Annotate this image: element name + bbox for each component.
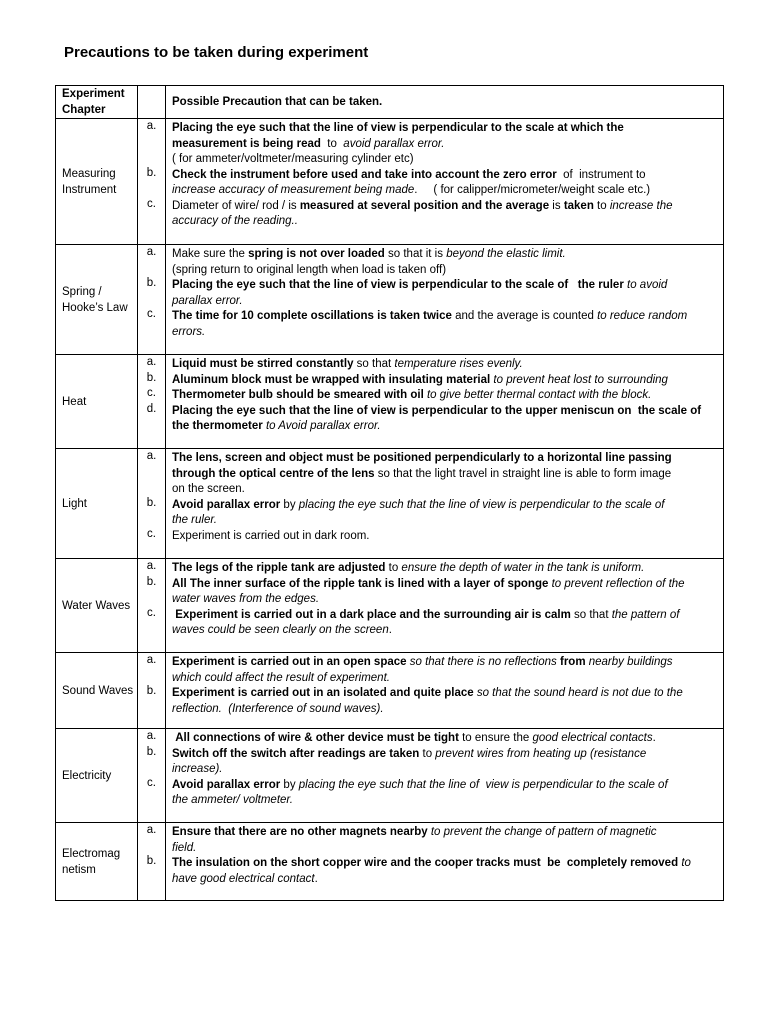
item-letter: a.	[146, 824, 157, 836]
table-row	[56, 729, 724, 823]
precaution-line	[172, 529, 717, 545]
bold-text: Placing the eye such that the line of view is perpendicular to the scale at which the	[172, 122, 624, 134]
plain-text: .	[652, 732, 656, 744]
precaution-line	[172, 623, 717, 639]
item-letter	[138, 135, 165, 151]
precaution-line	[172, 655, 717, 671]
bold-text: Switch off the switch after readings are taken	[172, 747, 420, 760]
item-letter: c.	[147, 197, 156, 210]
italic-text: increase the	[609, 199, 673, 212]
italic-text: to give better thermal contact with the block.	[426, 389, 652, 401]
precaution-cell	[166, 355, 724, 449]
item-letter: a.	[146, 654, 157, 666]
bold-text: measured at several position and the average	[299, 199, 550, 212]
precaution-cell	[166, 729, 724, 823]
precaution-line	[172, 671, 717, 687]
precaution-line	[172, 325, 717, 341]
item-letter: a.	[146, 450, 157, 462]
precaution-line	[172, 856, 717, 872]
precaution-line	[172, 183, 717, 199]
item-letter: a.	[146, 120, 157, 132]
italic-text: the ruler.	[172, 514, 217, 526]
chapter-cell: Heat	[56, 355, 138, 449]
item-letter-cell	[138, 355, 166, 449]
italic-text: so that there is no reflections	[409, 656, 557, 668]
chapter-cell: Electromag netism	[56, 823, 138, 901]
precaution-cell	[166, 559, 724, 653]
precaution-line	[172, 747, 717, 763]
header-precaution: Possible Precaution that can be taken.	[166, 86, 724, 119]
plain-text: on the screen.	[172, 483, 245, 495]
plain-text: to	[593, 199, 610, 212]
precaution-line	[172, 577, 717, 593]
plain-text: to ensure the	[458, 732, 533, 744]
italic-text: field.	[172, 841, 197, 854]
item-letter: c.	[147, 606, 156, 619]
item-letter	[138, 760, 165, 776]
item-letter: c.	[147, 387, 156, 399]
bold-text: taken	[563, 199, 594, 212]
italic-text: ensure the depth of water in the tank is uniform.	[401, 562, 645, 574]
item-letter	[138, 791, 165, 807]
item-letter: b.	[146, 855, 157, 867]
italic-text: parallax error.	[172, 294, 243, 307]
italic-text: the ammeter/ voltmeter.	[172, 794, 294, 806]
item-letter: a.	[146, 560, 157, 572]
bold-text: Experiment is carried out in a dark place and the surrounding air is calm	[175, 608, 571, 621]
chapter-cell: Measuring Instrument	[56, 119, 138, 245]
table-row	[56, 355, 724, 449]
bold-text: The time for 10 complete oscillations is taken twice	[172, 310, 452, 322]
item-letter-cell	[138, 245, 166, 355]
precaution-line	[172, 294, 717, 310]
italic-text: to avoid	[627, 279, 668, 291]
precaution-line	[172, 137, 717, 153]
item-letter	[138, 212, 165, 228]
bold-text: from	[559, 656, 586, 668]
item-letter	[138, 480, 165, 496]
italic-text: which could affect the result of experiment.	[172, 671, 390, 684]
precaution-line	[172, 388, 717, 404]
item-letter: b.	[146, 496, 157, 509]
item-letter	[138, 292, 165, 308]
item-letter-cell	[138, 823, 166, 901]
page-title: Precautions to be taken during experiment	[64, 44, 369, 61]
italic-text: increase accuracy of measurement being made	[172, 184, 415, 196]
italic-text: nearby buildings	[588, 656, 673, 668]
table-row	[56, 119, 724, 245]
item-letter	[138, 261, 165, 277]
italic-text: increase).	[172, 763, 223, 775]
precaution-line	[172, 419, 717, 435]
bold-text: All The inner surface of the ripple tank is lined with a layer of sponge	[172, 577, 549, 590]
precaution-line	[172, 561, 717, 577]
italic-text: good electrical contacts	[532, 732, 653, 744]
bold-text: Thermometer bulb should be smeared with oil	[172, 389, 424, 401]
table-row	[56, 823, 724, 901]
chapter-cell: Spring / Hooke’s Law	[56, 245, 138, 355]
item-letter-cell	[138, 559, 166, 653]
plain-text: Diameter of wire/ rod / is	[172, 199, 300, 212]
item-letter	[138, 323, 165, 339]
item-letter: c.	[147, 527, 156, 540]
item-letter	[138, 465, 165, 481]
plain-text: so that it is	[384, 248, 447, 260]
item-letter	[138, 621, 165, 637]
bold-text: Avoid parallax error	[172, 498, 281, 511]
plain-text: so that	[353, 358, 395, 370]
precaution-line	[172, 278, 717, 294]
precaution-line	[172, 608, 717, 624]
item-letter	[138, 669, 165, 685]
table-row	[56, 559, 724, 653]
item-letter	[138, 417, 165, 433]
italic-text: to reduce random	[597, 310, 688, 322]
precaution-line	[172, 686, 717, 702]
precaution-cell	[166, 245, 724, 355]
bold-text: measurement is being read	[172, 137, 321, 150]
item-letter: a.	[146, 246, 157, 258]
item-letter: b.	[146, 371, 157, 384]
plain-text: so that the light travel in straight line is able to form image	[374, 467, 672, 480]
italic-text: avoid parallax error.	[343, 137, 445, 150]
item-letter-cell	[138, 119, 166, 245]
italic-text: temperature rises evenly.	[394, 358, 523, 370]
precaution-line	[172, 373, 717, 389]
precaution-cell	[166, 119, 724, 245]
precaution-line	[172, 214, 717, 230]
precaution-line	[172, 513, 717, 529]
plain-text: . ( for calipper/micrometer/weight scale etc.)	[414, 184, 651, 196]
precautions-table	[55, 85, 724, 901]
bold-text: Experiment is carried out in an open space	[172, 656, 407, 668]
item-letter: b.	[146, 575, 157, 588]
item-letter: d.	[146, 402, 157, 415]
italic-text: reflection. (Interference of sound waves).	[172, 702, 384, 715]
precaution-line	[172, 451, 717, 467]
precaution-line	[172, 152, 717, 168]
item-letter: b.	[146, 166, 157, 179]
chapter-cell: Water Waves	[56, 559, 138, 653]
italic-text: beyond the elastic limit.	[446, 248, 566, 260]
item-letter: b.	[146, 277, 157, 289]
precaution-line	[172, 263, 717, 279]
italic-text: have good electrical contact	[172, 872, 315, 885]
plain-text: (spring return to original length when load is taken off)	[172, 263, 447, 276]
item-letter: c.	[147, 776, 156, 789]
item-letter	[138, 700, 165, 716]
chapter-cell: Electricity	[56, 729, 138, 823]
precaution-line	[172, 404, 717, 420]
precaution-line	[172, 467, 717, 483]
precaution-line	[172, 121, 717, 137]
item-letter	[138, 181, 165, 197]
plain-text: of instrument to	[556, 168, 646, 181]
precaution-line	[172, 731, 717, 747]
italic-text: the pattern of	[611, 608, 680, 621]
precaution-line	[172, 841, 717, 857]
italic-text: placing the eye such that the line of view is perpendicular to the scale of	[298, 498, 665, 511]
item-letter-cell	[138, 729, 166, 823]
plain-text: to	[419, 747, 436, 760]
plain-text: so that	[570, 608, 612, 621]
precaution-line	[172, 793, 717, 809]
item-letter-cell	[138, 653, 166, 729]
item-letter	[138, 590, 165, 606]
item-letter: b.	[146, 745, 157, 758]
precaution-line	[172, 825, 717, 841]
table-row	[56, 653, 724, 729]
precaution-cell	[166, 823, 724, 901]
italic-text: water waves from the edges.	[172, 593, 320, 605]
item-letter	[138, 839, 165, 855]
plain-text: Experiment is carried out in dark room.	[172, 529, 370, 542]
precaution-line	[172, 357, 717, 373]
plain-text: .	[314, 872, 318, 885]
table-row	[56, 245, 724, 355]
item-letter: c.	[147, 308, 156, 320]
plain-text: ( for ammeter/voltmeter/measuring cylinder etc)	[172, 153, 414, 165]
header-chapter: Experiment Chapter	[56, 86, 138, 119]
table-row	[56, 449, 724, 559]
italic-text: to prevent heat lost to surrounding	[493, 373, 668, 386]
item-letter: a.	[146, 730, 157, 742]
precaution-line	[172, 592, 717, 608]
plain-text: by	[280, 498, 299, 511]
bold-text: Avoid parallax error	[172, 778, 281, 791]
precaution-line	[172, 309, 717, 325]
chapter-cell: Light	[56, 449, 138, 559]
precaution-line	[172, 762, 717, 778]
bold-text: Liquid must be stirred constantly	[172, 358, 354, 370]
plain-text: Make sure the	[172, 248, 249, 260]
precaution-cell	[166, 449, 724, 559]
header-letter-cell	[138, 86, 166, 119]
italic-text: accuracy of the reading..	[172, 215, 298, 227]
italic-text: placing the eye such that the line of view is perpendicular to the scale of	[298, 778, 668, 791]
bold-text: Check the instrument before used and take into account the zero error	[172, 168, 557, 181]
precaution-line	[172, 247, 717, 263]
bold-text: the thermometer	[172, 420, 263, 432]
item-letter	[138, 150, 165, 166]
item-letter: b.	[146, 685, 157, 697]
italic-text: errors.	[172, 325, 206, 338]
item-letter-cell	[138, 449, 166, 559]
precaution-line	[172, 482, 717, 498]
plain-text: and the average is counted	[451, 310, 598, 322]
bold-text: Placing the eye such that the line of view is perpendicular to the scale of the ruler	[172, 279, 624, 291]
bold-text: Ensure that there are no other magnets nearby	[172, 826, 428, 838]
bold-text: through the optical centre of the lens	[172, 467, 375, 480]
precaution-line	[172, 872, 717, 888]
plain-text: by	[280, 778, 299, 791]
precaution-line	[172, 702, 717, 718]
precaution-line	[172, 168, 717, 184]
precaution-line	[172, 778, 717, 794]
plain-text: .	[388, 624, 392, 636]
plain-text: to	[320, 137, 344, 150]
precaution-cell	[166, 653, 724, 729]
plain-text: to	[385, 562, 402, 574]
italic-text: so that the sound heard is not due to the	[476, 687, 683, 699]
bold-text: Aluminum block must be wrapped with insulating material	[172, 373, 491, 386]
bold-text: The insulation on the short copper wire and the cooper tracks must be completely removed	[172, 857, 679, 869]
italic-text: to	[681, 857, 691, 869]
bold-text: The legs of the ripple tank are adjusted	[172, 562, 386, 574]
bold-text: The lens, screen and object must be positioned perpendicularly to a horizontal line passing	[172, 452, 672, 464]
italic-text: to prevent reflection of the	[551, 577, 685, 590]
item-letter	[138, 870, 165, 886]
italic-text: waves could be seen clearly on the screen	[172, 624, 389, 636]
precaution-line	[172, 199, 717, 215]
italic-text: to Avoid parallax error.	[265, 420, 381, 432]
chapter-cell: Sound Waves	[56, 653, 138, 729]
item-letter: a.	[146, 356, 157, 368]
plain-text: is	[549, 199, 564, 212]
italic-text: prevent wires from heating up (resistance	[435, 747, 647, 760]
bold-text: spring is not over loaded	[248, 248, 385, 260]
bold-text: Placing the eye such that the line of view is perpendicular to the upper meniscun on the scale of	[172, 404, 702, 417]
item-letter	[138, 511, 165, 527]
bold-text: Experiment is carried out in an isolated and quite place	[172, 687, 474, 699]
bold-text: All connections of wire & other device must be tight	[175, 732, 459, 744]
italic-text: to prevent the change of pattern of magnetic	[430, 826, 657, 838]
table-header-row	[56, 86, 724, 119]
precaution-line	[172, 498, 717, 514]
